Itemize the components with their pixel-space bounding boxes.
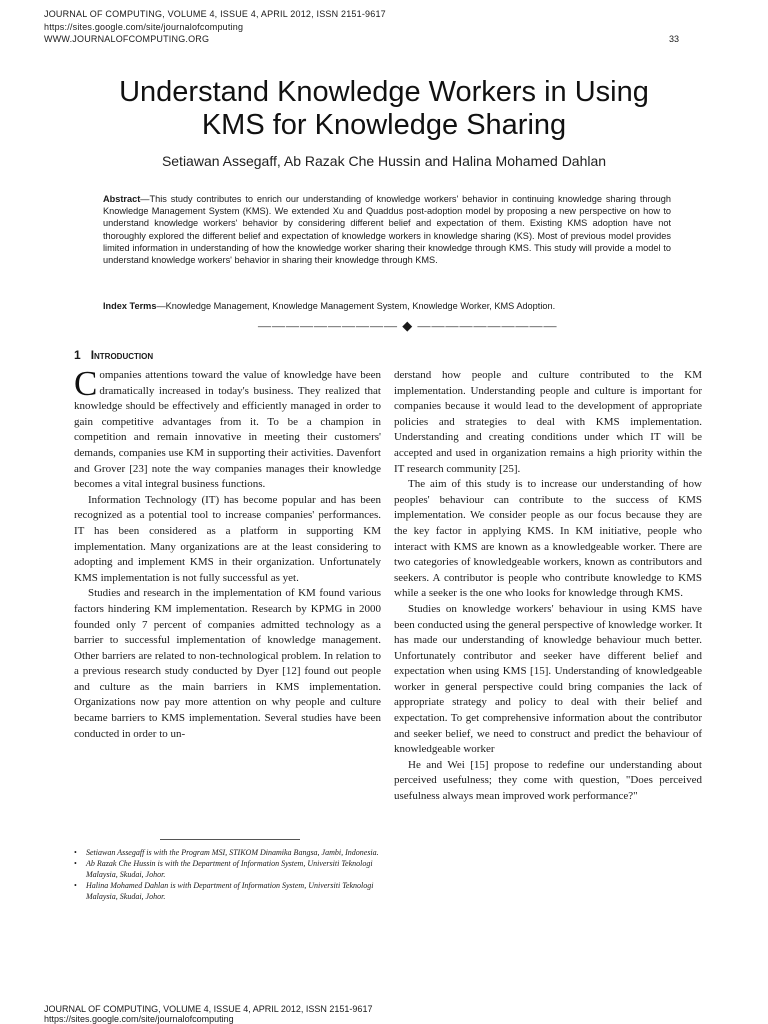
footer-journal-line: JOURNAL OF COMPUTING, VOLUME 4, ISSUE 4, APRIL 2012, ISSN 2151-9617: [44, 1004, 373, 1014]
left-column: [74, 364, 381, 742]
intro-paragraph-3: Studies and research in the implementation of KM found various factors hindering KM implementation. Research by KPMG in 2000 founded only 7 percent of companies admitted technology as a barrier to successful implementation of knowledge management. Other barriers are related to non-technological problem. In relation to a previous research study conducted by Dyer [12] found out people and culture as the main barriers in KMS implementation. Organizations now pay more attention on why people and culture became barriers to KMS implementation. Several studies have been conducted in order to un-: [74, 587, 381, 740]
right-paragraph-1: derstand how people and culture contributed to the KM implementation. Understanding people and culture is important for companies because it would lead to the development of appropriate policies and strategies to deal with KMS implementation. Understanding and creating conditions under which IT will be accepted and used in organization remains a high priority within the IT research community [25].: [394, 369, 702, 475]
footnote-item: [74, 880, 384, 902]
page-footer: [44, 1004, 372, 1024]
right-paragraph-2: The aim of this study is to increase our understanding of how peoples' behaviour can contribute to the success of KMS implementation. We consider people as our focus because they are the key factor in applying KMS. In KM initiative, people who interact with KMS are known as a knowledgeable worker. There are two categories of knowledgeable workers, known as contributors and seekers. A contributor is people who contribute knowledge to KMS while a seeker is the one who looks for knowledge through KMS.: [394, 478, 702, 600]
index-terms: [103, 300, 671, 312]
journal-site-link[interactable]: WWW.JOURNALOFCOMPUTING.ORG: [44, 34, 210, 44]
title-line-2: KMS for Knowledge Sharing: [201, 109, 567, 141]
drop-cap: C: [74, 364, 98, 403]
index-terms-text: —Knowledge Management, Knowledge Management System, Knowledge Worker, KMS Adoption.: [156, 301, 556, 311]
intro-paragraph-1-text: ompanies attentions toward the value of knowledge have been dramatically increased in today's business. They realized that knowledge should be effectively and efficiently managed in order to gain competitive advantages from it. To be a champion in competition and remain innovative in meeting their customers' demands, companies use KM in supporting their activities. Davenfort and Grover [23] note the way companies manages their knowledge becomes a vital integral business functions.: [74, 369, 381, 491]
intro-paragraph-1: [74, 364, 381, 493]
footnotes: [74, 847, 384, 902]
abstract-text: —This study contributes to enrich our understanding of knowledge workers' behavior in continuing knowledge sharing through Knowledge Management System (KMS). We extended Xu and Quaddus post-adoption model by proposing a new perspective on how to understand knowledge workers' behavior by considering different belief and expectation of them. Existing KMS adoption have not thoroughly explored the different belief and expectation of knowledge workers in knowledge sharing (KS). Most of previous model provides limited information in understanding of how the knowledge worker sharing their knowledge through KMS. This study will provide a model to understand knowledge workers' behavior in sharing their knowledge through KMS.: [103, 194, 671, 266]
right-paragraph-3: Studies on knowledge workers' behaviour in using KMS have been conducted using the general perspective of knowledge worker. It has made our understanding of knowledge behaviour much better. Unfortunately contributor and seeker have different belief and expectation when using KMS [15]. Understanding of knowledgeable worker in general perspective could bring companies the lack of appropriate strategy and policy to deal with their belief and expectation. To get comprehensive information about the contributor and seeker belief, we need to construct and predict the behaviour of knowledgeable worker: [394, 602, 702, 756]
abstract-label: Abstract: [103, 194, 141, 204]
right-paragraph-4: He and Wei [15] propose to redefine our understanding about perceived usefulness; they come with question, "Does perceived usefulness always mean improved work performance?": [394, 758, 702, 803]
footer-url-link[interactable]: https://sites.google.com/site/journalofcomputing: [44, 1014, 234, 1024]
bullet-icon: •: [74, 881, 77, 890]
abstract: [103, 193, 671, 266]
footnote-rule: [160, 839, 300, 840]
footnote-item: [74, 858, 384, 880]
right-column: [394, 368, 702, 805]
section-heading: [74, 348, 153, 362]
journal-url-link[interactable]: https://sites.google.com/site/journalofcomputing: [44, 22, 244, 32]
bullet-icon: •: [74, 859, 77, 868]
journal-header: JOURNAL OF COMPUTING, VOLUME 4, ISSUE 4, APRIL 2012, ISSN 2151-9617: [44, 9, 386, 19]
footnote-text: Halina Mohamed Dahlan is with Department of Information System, Universiti Teknologi Malaysia, Skudai, Johor.: [86, 881, 374, 901]
section-title: Introduction: [90, 348, 154, 362]
intro-paragraph-2: Information Technology (IT) has become popular and has been recognized as a potential tool to increase companies' performances. IT has been considered as a platform in supporting KM implementation. Many organizations are at the least considering to adopting and implement KMS in their organization. Unfortunately KMS implementation is not fully successful as yet.: [74, 493, 381, 584]
footnote-item: [74, 847, 384, 858]
paper-title: [60, 76, 708, 142]
section-divider: —————————— ◆ ——————————: [258, 318, 558, 333]
authors: Setiawan Assegaff, Ab Razak Che Hussin and Halina Mohamed Dahlan: [161, 153, 607, 169]
index-terms-label: Index Terms: [103, 301, 157, 311]
title-line-1: Understand Knowledge Workers in Using: [119, 76, 649, 108]
footnote-text: Setiawan Assegaff is with the Program MSI, STIKOM Dinamika Bangsa, Jambi, Indonesia.: [86, 848, 379, 857]
page-number: 33: [668, 34, 679, 44]
section-number: 1: [74, 348, 81, 362]
footnote-text: Ab Razak Che Hussin is with the Department of Information System, Universiti Teknologi Malaysia, Skudai, Johor.: [86, 859, 373, 879]
bullet-icon: •: [74, 848, 77, 857]
